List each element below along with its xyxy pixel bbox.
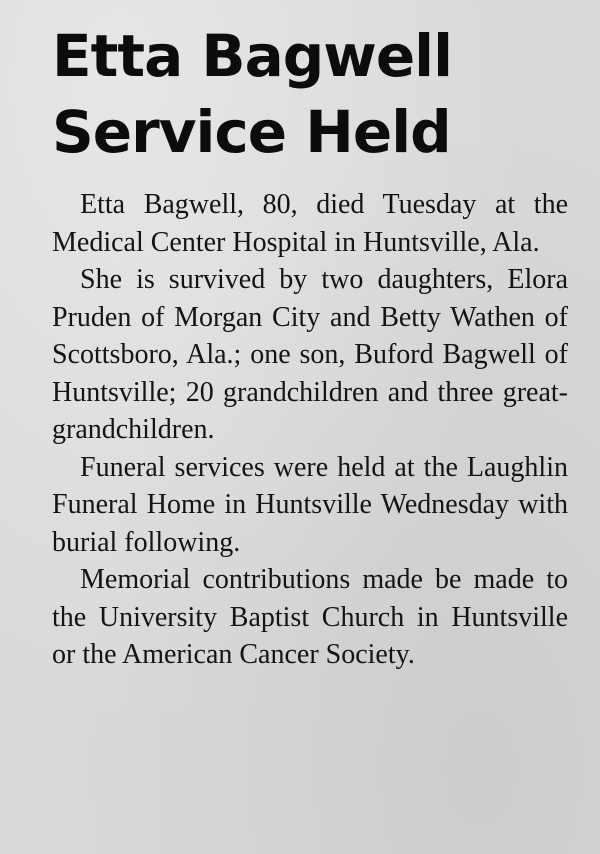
article-body (52, 186, 568, 674)
paragraph-survivors: She is survived by two daughters, Elora Pruden of Morgan City and Betty Wathen of Scottsboro, Ala.; one son, Buford Bagwell of Huntsville; 20 grandchildren and three great-grandchildren. (52, 264, 568, 445)
paragraph-memorial-contributions: Memorial contributions made be made to the University Baptist Church in Huntsville or the American Cancer Society. (52, 564, 568, 670)
headline (52, 18, 568, 170)
paragraph-death-notice: Etta Bagwell, 80, died Tuesday at the Medical Center Hospital in Huntsville, Ala. (52, 189, 568, 258)
headline-line-2: Service Held (52, 98, 451, 166)
headline-line-1: Etta Bagwell (52, 22, 452, 90)
paragraph-funeral-services: Funeral services were held at the Laughlin Funeral Home in Huntsville Wednesday with burial following. (52, 451, 568, 558)
